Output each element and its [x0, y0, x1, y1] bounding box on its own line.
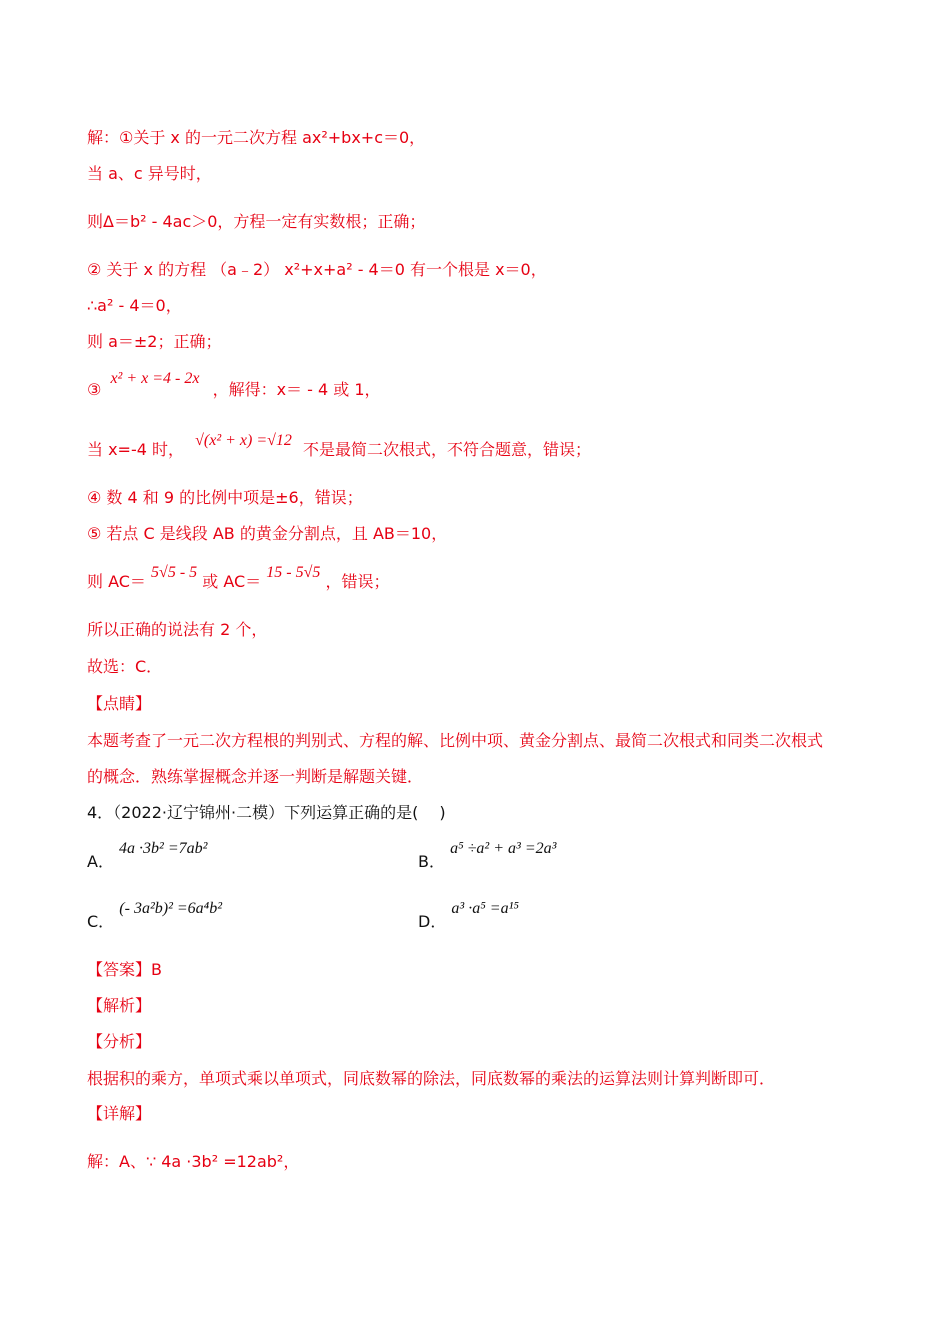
option-d-expression: a³ ·a⁵ =a¹⁵	[451, 900, 519, 917]
solution-line-12: 所以正确的说法有 2 个，	[87, 620, 268, 639]
solution-line-13: 故选：C．	[87, 657, 163, 676]
option-a-expression: 4a ·3b² =7ab²	[119, 840, 208, 857]
option-b-expression: a⁵ ÷a² + a³ =2a³	[450, 840, 557, 857]
detail-line-1: 解：A、∵ 4a ·3b² =12ab²，	[87, 1152, 300, 1171]
solution-line-1: 解：①关于 x 的一元二次方程 ax²+bx+c＝0，	[87, 128, 426, 147]
solution-line-11-mid: 或 AC＝	[202, 572, 262, 591]
tip-header: 【点睛】	[87, 694, 152, 713]
answer-line: 【答案】B	[87, 960, 162, 979]
option-b-label: B．	[418, 852, 445, 871]
option-d-label: D．	[418, 912, 447, 931]
solution-line-7	[87, 370, 381, 401]
equation-formula: x² + x =4 - 2x	[110, 370, 200, 387]
option-d	[418, 898, 519, 931]
option-b	[418, 838, 557, 871]
fenxi-text: 根据积的乘方，单项式乘以单项式，同底数幂的除法，同底数幂的乘法的运算法则计算判断即可．	[87, 1069, 776, 1088]
analysis-header: 【解析】	[87, 996, 152, 1015]
option-a	[87, 838, 208, 871]
option-c-expression: (- 3a²b)² =6a⁴b²	[119, 900, 223, 917]
solution-line-8	[87, 432, 592, 461]
detail-header: 【详解】	[87, 1104, 152, 1123]
option-a-label: A．	[87, 852, 114, 871]
solution-line-4: ② 关于 x 的方程 （a﹣2） x²+x+a² - 4＝0 有一个根是 x＝0，	[87, 260, 547, 279]
solution-line-6: 则 a＝±2；正确；	[87, 332, 222, 351]
solution-line-11-prefix: 则 AC＝	[87, 572, 146, 591]
golden-ratio-formula-1: 5√5 - 5	[151, 564, 198, 581]
radical-formula: √(x² + x) =√12	[195, 432, 292, 449]
solution-line-5: ∴a² - 4＝0，	[87, 296, 182, 315]
solution-line-3: 则Δ＝b² - 4ac＞0，方程一定有实数根；正确；	[87, 212, 426, 231]
golden-ratio-formula-2: 15 - 5√5	[266, 564, 321, 581]
solution-line-8-suffix: 不是最简二次根式，不符合题意，错误；	[303, 440, 592, 459]
option-c-label: C．	[87, 912, 115, 931]
solution-line-8-prefix: 当 x=-4 时，	[87, 440, 185, 459]
fenxi-header: 【分析】	[87, 1032, 152, 1051]
solution-line-10: ⑤ 若点 C 是线段 AB 的黄金分割点，且 AB＝10，	[87, 524, 448, 543]
solution-line-11-suffix: ，错误；	[325, 572, 390, 591]
option-c	[87, 898, 223, 931]
solution-line-2: 当 a、c 异号时，	[87, 164, 212, 183]
circled-three: ③	[87, 380, 102, 399]
question-4-stem: 4．（2022·辽宁锦州·二模）下列运算正确的是( )	[87, 803, 446, 822]
solution-line-9: ④ 数 4 和 9 的比例中项是±6，错误；	[87, 488, 363, 507]
solution-line-11	[87, 564, 390, 593]
tip-line-1: 本题考查了一元二次方程根的判别式、方程的解、比例中项、黄金分割点、最简二次根式和同类二次根式	[87, 731, 824, 750]
solution-line-7-suffix: ，解得：x＝ - 4 或 1，	[212, 380, 381, 399]
tip-line-2: 的概念．熟练掌握概念并逐一判断是解题关键．	[87, 767, 424, 786]
